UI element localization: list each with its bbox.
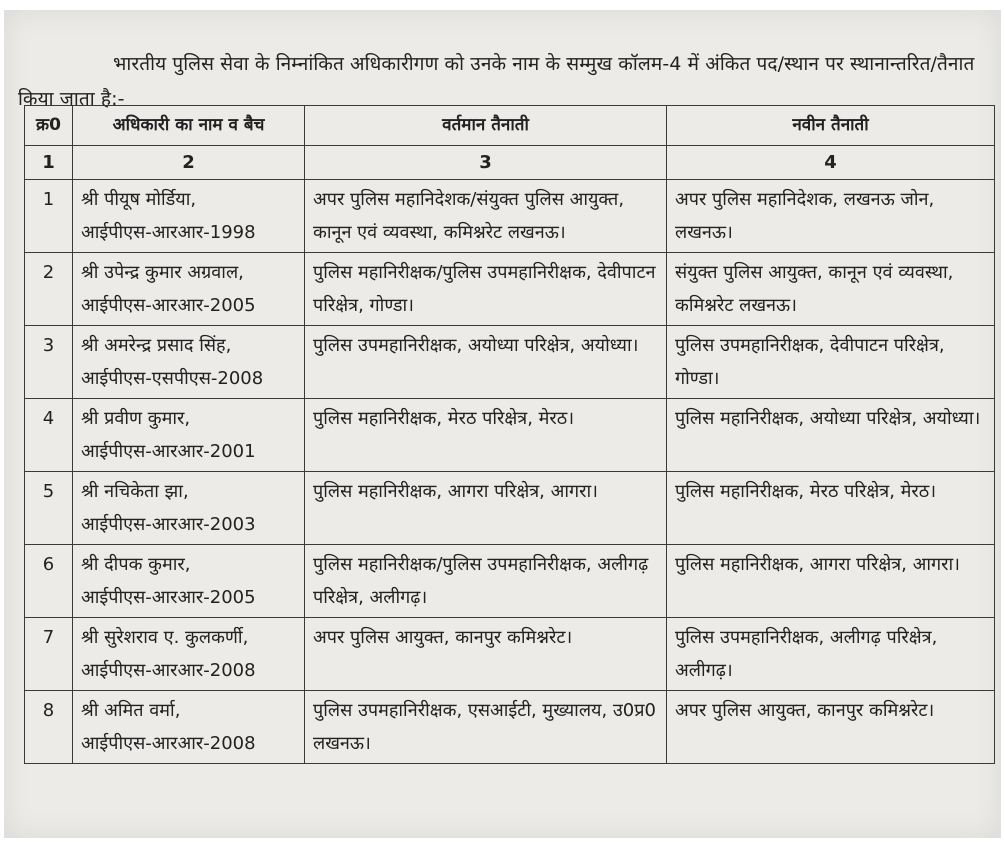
officer-batch: आईपीएस-आरआर-2005 [81, 295, 256, 316]
table-row [25, 545, 995, 618]
new-posting: पुलिस महानिरीक्षक, अयोध्या परिक्षेत्र, अयोध्या। [667, 399, 995, 472]
officer-batch: आईपीएस-आरआर-2005 [81, 587, 256, 608]
officer-name: श्री अमरेन्द्र प्रसाद सिंह, [81, 335, 232, 356]
table-row [25, 472, 995, 545]
transfer-table [24, 105, 995, 764]
officer-name: श्री उपेन्द्र कुमार अग्रवाल, [81, 262, 244, 283]
officer-name: श्री दीपक कुमार, [81, 554, 191, 575]
officer-cell [73, 472, 305, 545]
officer-name: श्री सुरेशराव ए. कुलकर्णी, [81, 627, 249, 648]
officer-cell [73, 691, 305, 764]
serial-number: 5 [25, 472, 73, 545]
table-row [25, 691, 995, 764]
officer-batch: आईपीएस-आरआर-2008 [81, 660, 256, 681]
current-posting: अपर पुलिस आयुक्त, कानपुर कमिश्नरेट। [305, 618, 667, 691]
officer-name: श्री पीयूष मोर्डिया, [81, 189, 197, 210]
column-number-row [25, 146, 995, 180]
officer-cell [73, 545, 305, 618]
table-row [25, 253, 995, 326]
officer-batch: आईपीएस-आरआर-2001 [81, 441, 256, 462]
serial-number: 2 [25, 253, 73, 326]
column-number: 2 [73, 146, 305, 180]
intro-text: भारतीय पुलिस सेवा के निम्नांकित अधिकारीगण को उनके नाम के सम्मुख कॉलम-4 में अंकित पद/स्थान पर स्थानान्तरित/तैनात किया जाता है:- [18, 53, 975, 110]
new-posting: पुलिस महानिरीक्षक, मेरठ परिक्षेत्र, मेरठ। [667, 472, 995, 545]
new-posting: पुलिस उपमहानिरीक्षक, देवीपाटन परिक्षेत्र, गोण्डा। [667, 326, 995, 399]
current-posting: पुलिस उपमहानिरीक्षक, एसआईटी, मुख्यालय, उ0प्र0 लखनऊ। [305, 691, 667, 764]
current-posting: अपर पुलिस महानिदेशक/संयुक्त पुलिस आयुक्त, कानून एवं व्यवस्था, कमिश्नरेट लखनऊ। [305, 180, 667, 253]
table-body [25, 180, 995, 764]
current-posting: पुलिस महानिरीक्षक/पुलिस उपमहानिरीक्षक, देवीपाटन परिक्षेत्र, गोण्डा। [305, 253, 667, 326]
new-posting: पुलिस उपमहानिरीक्षक, अलीगढ़ परिक्षेत्र, अलीगढ़। [667, 618, 995, 691]
new-posting: अपर पुलिस महानिदेशक, लखनऊ जोन, लखनऊ। [667, 180, 995, 253]
officer-batch: आईपीएस-एसपीएस-2008 [81, 368, 264, 389]
officer-cell [73, 618, 305, 691]
officer-name: श्री अमित वर्मा, [81, 700, 181, 721]
table-row [25, 399, 995, 472]
table-row [25, 618, 995, 691]
officer-cell [73, 326, 305, 399]
officer-name: श्री नचिकेता झा, [81, 481, 189, 502]
serial-number: 7 [25, 618, 73, 691]
table-row [25, 180, 995, 253]
serial-number: 8 [25, 691, 73, 764]
table-row [25, 326, 995, 399]
officer-cell [73, 253, 305, 326]
serial-number: 1 [25, 180, 73, 253]
serial-number: 6 [25, 545, 73, 618]
header-officer-name: अधिकारी का नाम व बैच [73, 106, 305, 146]
current-posting: पुलिस उपमहानिरीक्षक, अयोध्या परिक्षेत्र, अयोध्या। [305, 326, 667, 399]
new-posting: पुलिस महानिरीक्षक, आगरा परिक्षेत्र, आगरा। [667, 545, 995, 618]
header-new-posting: नवीन तैनाती [667, 106, 995, 146]
officer-cell [73, 399, 305, 472]
new-posting: अपर पुलिस आयुक्त, कानपुर कमिश्नरेट। [667, 691, 995, 764]
new-posting: संयुक्त पुलिस आयुक्त, कानून एवं व्यवस्था, कमिश्नरेट लखनऊ। [667, 253, 995, 326]
current-posting: पुलिस महानिरीक्षक, मेरठ परिक्षेत्र, मेरठ। [305, 399, 667, 472]
serial-number: 3 [25, 326, 73, 399]
column-number: 3 [305, 146, 667, 180]
serial-number: 4 [25, 399, 73, 472]
header-current-posting: वर्तमान तैनाती [305, 106, 667, 146]
officer-batch: आईपीएस-आरआर-1998 [81, 222, 256, 243]
column-number: 1 [25, 146, 73, 180]
current-posting: पुलिस महानिरीक्षक/पुलिस उपमहानिरीक्षक, अलीगढ़ परिक्षेत्र, अलीगढ़। [305, 545, 667, 618]
current-posting: पुलिस महानिरीक्षक, आगरा परिक्षेत्र, आगरा। [305, 472, 667, 545]
officer-name: श्री प्रवीण कुमार, [81, 408, 191, 429]
column-number: 4 [667, 146, 995, 180]
officer-batch: आईपीएस-आरआर-2008 [81, 733, 256, 754]
table-header-row [25, 106, 995, 146]
officer-cell [73, 180, 305, 253]
officer-batch: आईपीएस-आरआर-2003 [81, 514, 256, 535]
header-serial: क्र0 [25, 106, 73, 146]
